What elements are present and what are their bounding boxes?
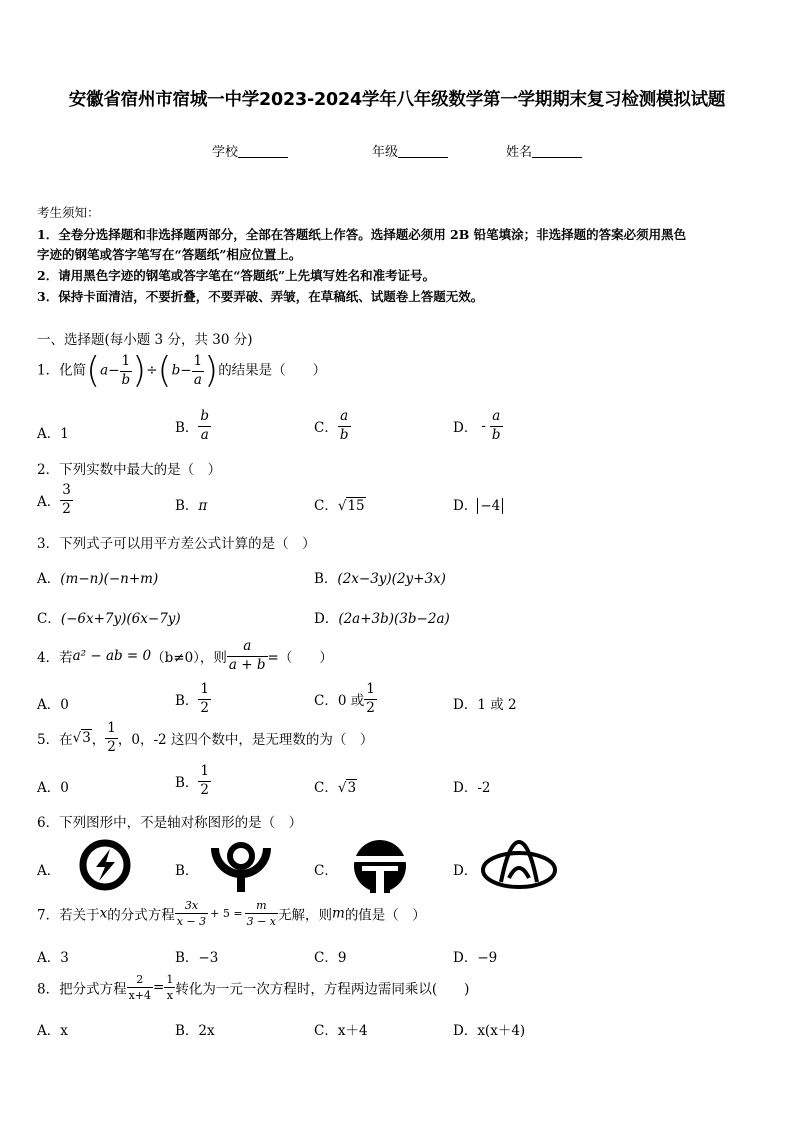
q6-option-a[interactable]	[37, 859, 60, 879]
q1-c-den: b	[339, 426, 349, 443]
q6-option-c-label: C．	[314, 863, 338, 879]
q4-prefix: 4．若	[37, 650, 73, 666]
q1-minus-1: −	[108, 362, 120, 379]
lightning-circle-icon	[72, 839, 138, 891]
q7-suffix: 的值是（ ）	[344, 907, 426, 924]
q7-option-b[interactable]: B．−3	[175, 950, 219, 966]
q1-frac-1	[120, 355, 133, 387]
q1-frac-1-num: 1	[120, 355, 133, 372]
q1-paren-open-2: (	[157, 350, 172, 391]
q2-option-a-label: A．	[37, 494, 61, 510]
q5-option-b-frac	[198, 765, 211, 797]
grade-field	[372, 141, 448, 160]
q5-rest: ，0，-2 这四个数中，是无理数的为（ ）	[117, 732, 374, 748]
q3-option-a-label: A．	[37, 571, 61, 587]
q7-var-x: x	[99, 905, 108, 922]
q1-paren-open-1: (	[86, 350, 101, 391]
q2-sqrt-radicand: 15	[347, 498, 365, 514]
q1-b-num: b	[198, 410, 211, 427]
q2-abs-value: −4	[477, 498, 503, 514]
question-7	[37, 900, 426, 927]
q7-option-a[interactable]: A．3	[37, 950, 69, 966]
q1-frac-1-den: b	[121, 371, 131, 388]
q7-option-c[interactable]: C．9	[314, 950, 347, 966]
q4-equation: a² − ab = 0	[72, 648, 152, 664]
q1-c-num: a	[338, 410, 351, 427]
q2-option-c[interactable]	[314, 494, 366, 514]
notice-item-2: 2．请用黑色字迹的钢笔或答字笔在“答题纸”上先填写姓名和准考证号。	[37, 268, 436, 283]
q6-option-b-label: B．	[175, 863, 199, 879]
q4-option-b-label: B．	[175, 693, 199, 709]
q8-frac-2	[164, 974, 175, 1001]
q8-option-b[interactable]: B．2x	[175, 1023, 215, 1039]
q1-suffix: 的结果是（ ）	[218, 362, 327, 379]
q3-option-c[interactable]	[37, 607, 181, 627]
q1-d-den: b	[491, 426, 501, 443]
q8-frac-2-num: 1	[166, 973, 174, 986]
q1-option-b[interactable]	[175, 410, 211, 442]
q2-option-d[interactable]	[453, 494, 503, 514]
q7-var-m: m	[332, 905, 345, 922]
q4-option-c-label: C．0 或	[314, 693, 365, 709]
q8-frac-2-den: x	[166, 989, 173, 1002]
notice-item-1-line-2: 字迹的钢笔或答字笔写在“答题纸”相应位置上。	[37, 247, 302, 262]
q4-c-num: 1	[364, 683, 377, 700]
q1-frac-2	[192, 355, 205, 387]
q5-option-c-label: C．	[314, 780, 338, 796]
q1-option-d[interactable]	[453, 410, 503, 442]
name-label: 姓名	[506, 145, 533, 160]
q1-option-b-frac	[198, 410, 211, 442]
q1-option-b-label: B．	[175, 420, 199, 436]
q8-prefix: 8．把分式方程	[37, 981, 127, 998]
question-3: 3．下列式子可以用平方差公式计算的是（ ）	[37, 536, 316, 552]
q2-option-b-value: π	[198, 498, 208, 514]
split-circle-icon	[348, 838, 412, 894]
q1-option-d-label: D．	[453, 420, 478, 436]
q1-paren-close-2: )	[204, 350, 219, 391]
q4-b-num: 1	[198, 683, 211, 700]
q6-option-b[interactable]	[175, 859, 198, 879]
notice-item-3: 3．保持卡面清洁，不要折叠，不要弄破、弄皱，在草稿纸、试题卷上答题无效。	[37, 289, 484, 304]
q1-frac-2-den: a	[193, 371, 202, 388]
q6-option-a-label: A．	[37, 863, 61, 879]
arch-ellipse-icon	[479, 838, 559, 894]
school-blank[interactable]	[238, 144, 288, 158]
q3-option-c-value: (−6x+7y)(6x−7y)	[60, 611, 181, 627]
q7-frac-1	[175, 900, 208, 927]
q1-div: ÷	[146, 362, 158, 379]
q7-prefix: 7．若关于	[37, 907, 100, 924]
q2-option-c-label: C．	[314, 498, 338, 514]
q2-option-d-label: D．	[453, 498, 478, 514]
q4-b-den: 2	[200, 699, 210, 716]
q3-option-d[interactable]	[314, 607, 450, 627]
q2-option-a[interactable]	[37, 484, 73, 516]
q2-option-b-label: B．	[175, 498, 199, 514]
q5-option-b-label: B．	[175, 775, 199, 791]
q7-mid-1: 的分式方程	[107, 907, 175, 924]
q3-option-b-value: (2x−3y)(2y+3x)	[337, 571, 446, 587]
q7-frac-1-num: 3x	[175, 900, 208, 914]
q2-option-a-frac	[60, 484, 73, 516]
q8-frac-1-num: 2	[127, 974, 153, 988]
q2-option-b[interactable]	[175, 494, 207, 514]
notice-item-1-line-1: 1．全卷分选择题和非选择题两部分，全部在答题纸上作答。选择题必须用 2B 铅笔填涂；非选择题的答案必须用黑色	[37, 227, 687, 242]
q6-option-d[interactable]	[453, 859, 477, 879]
q7-frac-2-den: 3 − x	[246, 915, 276, 928]
q1-var-a: a	[100, 362, 109, 379]
q1-prefix: 1．化简	[37, 362, 87, 379]
school-field	[212, 141, 288, 160]
q1-option-c-label: C．	[314, 420, 338, 436]
question-6: 6．下列图形中，不是轴对称图形的是（ ）	[37, 815, 303, 831]
q7-option-d[interactable]: D．−9	[453, 950, 498, 966]
q3-option-a[interactable]	[37, 567, 158, 587]
q3-option-b-label: B．	[314, 571, 338, 587]
q8-equals: =	[153, 979, 165, 996]
q1-frac-2-num: 1	[192, 355, 205, 372]
q5-option-b[interactable]	[175, 765, 211, 797]
q8-option-a[interactable]: A．x	[37, 1023, 68, 1039]
q7-plus-5: + 5 =	[210, 907, 243, 920]
q8-option-c[interactable]: C．x＋4	[314, 1023, 368, 1039]
q3-option-b[interactable]	[314, 567, 446, 587]
q4-option-c[interactable]	[314, 683, 377, 715]
q4-option-a[interactable]: A．0	[37, 697, 69, 713]
q4-frac-num: a	[227, 640, 268, 657]
q5-frac-num: 1	[105, 722, 118, 739]
q6-option-d-label: D．	[453, 863, 478, 879]
q7-mid-2: 无解，则	[278, 907, 332, 924]
q4-suffix: =（ ）	[267, 650, 333, 666]
q4-frac-den: a + b	[228, 656, 266, 673]
school-label: 学校	[212, 145, 239, 160]
q1-option-d-frac	[490, 410, 503, 442]
q5-frac-den: 2	[107, 738, 116, 755]
q5-option-c[interactable]	[314, 776, 357, 796]
q6-option-c[interactable]	[314, 859, 338, 879]
bowl-emblem-icon	[206, 838, 276, 894]
q7-frac-1-den: x − 3	[176, 915, 207, 928]
question-2: 2．下列实数中最大的是（ ）	[37, 462, 222, 478]
q1-option-c-frac	[338, 410, 351, 442]
q3-option-d-value: (2a+3b)(3b−2a)	[338, 611, 450, 627]
q1-option-c[interactable]	[314, 410, 351, 442]
q2-a-num: 3	[60, 484, 73, 501]
q7-frac-2	[245, 900, 278, 927]
q5-frac	[105, 722, 118, 754]
q1-option-d-minus: -	[481, 418, 486, 434]
q4-option-b-frac	[198, 683, 211, 715]
q5-sqrt-radicand: 3	[82, 730, 91, 746]
question-5	[37, 722, 373, 754]
q5-b-den: 2	[200, 781, 210, 798]
q4-condition: （b≠0），则	[151, 650, 227, 666]
q5-option-a[interactable]: A．0	[37, 780, 69, 796]
page-title: 安徽省宿州市宿城一中学2023-2024学年八年级数学第一学期期末复习检测模拟试题	[68, 90, 726, 110]
q1-minus-2: −	[180, 362, 192, 379]
q1-paren-close-1: )	[132, 350, 147, 391]
question-1	[37, 350, 327, 391]
q8-frac-1-den: x+4	[128, 989, 152, 1002]
q5-option-c-sqrt: √3	[337, 780, 357, 796]
name-field	[506, 141, 582, 160]
q4-frac	[227, 640, 268, 672]
q5-b-num: 1	[198, 765, 211, 782]
grade-blank[interactable]	[398, 144, 448, 158]
section-heading: 一、选择题(每小题 3 分，共 30 分)	[37, 332, 253, 348]
q8-option-d[interactable]: D．x(x＋4)	[453, 1023, 526, 1039]
q5-option-c-radicand: 3	[347, 780, 357, 796]
q3-option-d-label: D．	[314, 611, 339, 627]
q1-option-a[interactable]: A．1	[37, 426, 69, 442]
q2-sqrt: √15	[337, 498, 365, 514]
q5-sqrt: √3	[72, 730, 91, 746]
q4-option-c-frac	[364, 683, 377, 715]
question-8	[37, 974, 469, 1001]
grade-label: 年级	[372, 145, 399, 160]
q1-d-num: a	[490, 410, 503, 427]
q5-prefix: 5．在	[37, 732, 73, 748]
question-4	[37, 640, 333, 672]
q4-c-den: 2	[366, 699, 375, 716]
name-blank[interactable]	[532, 144, 582, 158]
q8-frac-1	[127, 974, 153, 1001]
q4-option-d[interactable]: D．1 或 2	[453, 697, 517, 713]
q8-suffix: 转化为一元一次方程时，方程两边需同乘以( )	[175, 981, 470, 998]
q3-option-a-value: (m−n)(−n+m)	[60, 571, 159, 587]
q2-a-den: 2	[62, 500, 71, 517]
q7-frac-2-num: m	[245, 900, 278, 914]
q1-b-den: a	[200, 426, 209, 443]
q3-option-c-label: C．	[37, 611, 61, 627]
q5-comma: ，	[91, 732, 106, 748]
q1-var-b: b	[171, 362, 181, 379]
notice-heading: 考生须知：	[37, 205, 100, 220]
q5-option-d[interactable]: D．-2	[453, 780, 491, 796]
q4-option-b[interactable]	[175, 683, 211, 715]
